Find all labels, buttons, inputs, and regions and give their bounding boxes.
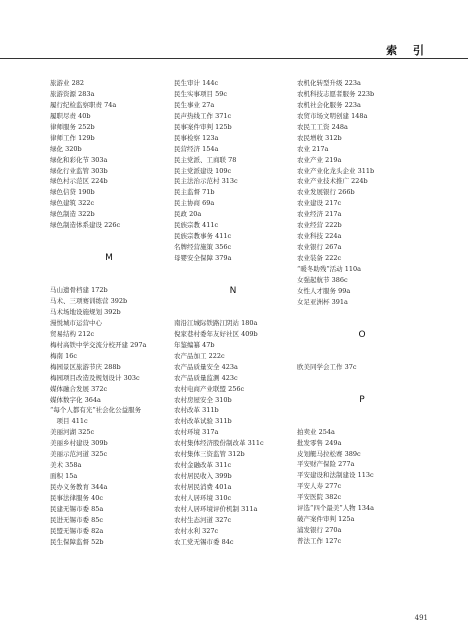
index-entry: 梅园项目改造及规划设计 303c	[50, 373, 140, 382]
index-entry: “暖冬助残”活动 110a	[297, 264, 361, 273]
index-entry: 美术 358a	[50, 461, 82, 470]
index-entry: 绿化和彩化节 303a	[50, 155, 108, 164]
index-entry: 农民增收 312b	[297, 133, 342, 142]
index-entry: 农村改革试验 311b	[174, 417, 232, 426]
index-entry: 农业银行 267a	[297, 243, 342, 252]
index-entry: 农村房屋安全 310b	[174, 395, 232, 404]
index-entry: 民主党派建设 109c	[174, 166, 232, 175]
index-entry: 马术场地设施规划 392b	[50, 308, 121, 316]
index-entry: 民主党派、工商联 78	[174, 155, 237, 164]
index-entry: 民政 20a	[174, 210, 202, 219]
index-entry: 民建无锡市委 85a	[50, 504, 104, 513]
index-entry: 农村集体经济股份制改革 311c	[174, 439, 264, 448]
index-entry: 绿化 320b	[50, 144, 82, 153]
index-entry: 农村人居环境评价机制 311a	[174, 504, 258, 513]
index-entry: 农业经营 222b	[297, 221, 342, 230]
index-entry: 面积 15a	[50, 472, 78, 481]
index-entry: 农村环境 317a	[174, 428, 219, 437]
spacer	[297, 308, 427, 319]
index-entry: 平安医院 382c	[297, 493, 342, 502]
index-entry: 梅村高铁中学交流分校开建 297a	[50, 340, 147, 349]
section-letter-heading: N	[229, 285, 237, 296]
index-entry: 农民工工资 248a	[297, 122, 348, 131]
index-entry: 民事检察 123a	[174, 133, 219, 142]
index-entry: 浦发银行 270a	[297, 526, 342, 535]
index-entry: 民事法律服务 40c	[50, 493, 103, 502]
spacer	[297, 373, 427, 384]
index-entry: 梅南 16c	[50, 351, 77, 360]
index-entry: 旅游业 282	[50, 79, 84, 87]
index-entry: 美丽示范河道 325c	[50, 450, 108, 459]
index-entry: 农业产业化龙头企业 311b	[297, 166, 375, 175]
index-entry: 漫悦城市运营中心	[50, 318, 102, 327]
index-entry: 农村水利 327c	[174, 526, 219, 535]
index-entry: 农村生态河道 327c	[174, 515, 232, 524]
index-entry: 贸易结构 212c	[50, 329, 95, 338]
index-entry: 农机化转型升级 223a	[297, 79, 361, 87]
index-entry: 农村人居环境 310c	[174, 493, 232, 502]
index-entry: 民办义务教育 344a	[50, 483, 108, 491]
index-entry: 项目 411c	[50, 417, 88, 426]
spacer	[297, 416, 427, 427]
index-entry: 民盟无锡市委 82a	[50, 526, 104, 535]
index-entry: 履行纪检监察职责 74a	[50, 100, 117, 109]
index-entry: 农业产业 219a	[297, 155, 342, 164]
spacer	[174, 307, 292, 318]
index-entry: 民生保障监督 52b	[50, 537, 104, 546]
index-entry: 欧美同学会工作 37c	[297, 362, 357, 371]
index-entry: 普法工作 127c	[297, 537, 342, 545]
index-entry: 绿色信贷 190b	[50, 188, 95, 197]
index-entry: 民生审计 144c	[174, 79, 219, 87]
index-entry: 名牌经营施策 356c	[174, 243, 232, 252]
index-entry: 农村金融改革 311c	[174, 461, 232, 470]
section-letter-heading: O	[358, 329, 366, 340]
index-entry: 农村居民收入 399b	[174, 472, 232, 481]
index-column-3	[297, 78, 427, 547]
index-entry: 母婴安全保障 379a	[174, 254, 232, 262]
index-entry: 绿色建筑 322c	[50, 199, 95, 208]
index-entry: 评选“四个最美”人物 134a	[297, 504, 374, 513]
page-number: 491	[414, 614, 428, 622]
index-entry: 农业装备 222c	[297, 254, 342, 262]
index-entry: 农业产业技术推广 224b	[297, 177, 368, 186]
index-entry: 马山遗骨档建 172b	[50, 286, 108, 295]
index-entry: 美丽河湖 325c	[50, 428, 95, 437]
index-entry: 破产案件审判 125a	[297, 515, 355, 524]
spacer	[50, 274, 168, 285]
index-entry: 女足亚洲杯 391a	[297, 297, 348, 306]
index-entry: 民主法治示范村 313c	[174, 177, 238, 186]
index-entry: 律师服务 252b	[50, 122, 95, 131]
index-entry: 农产品加工 222c	[174, 351, 225, 360]
index-entry: 民进无锡市委 85c	[50, 515, 103, 524]
index-entry: 律师工作 129b	[50, 133, 95, 142]
index-entry: 农机社会化服务 223a	[297, 100, 361, 109]
spacer	[50, 231, 168, 242]
index-entry: 民主协商 69a	[174, 199, 215, 208]
index-entry: 民族宗教 411c	[174, 221, 219, 230]
index-column-2	[174, 78, 292, 548]
index-entry: 农工党无锡市委 84c	[174, 537, 234, 546]
index-entry: 农业科技 224a	[297, 232, 342, 241]
index-entry: 民生实事项目 59c	[174, 89, 227, 98]
index-entry: 民生事业 27a	[174, 100, 215, 109]
index-column-1	[50, 78, 168, 548]
index-entry: 农村居民消费 401a	[174, 483, 232, 491]
index-entry: 女性人才服务 99a	[297, 286, 351, 295]
page-header-title: 索 引	[386, 44, 430, 57]
index-entry: 农村集体三资监管 312b	[174, 450, 245, 459]
spacer	[297, 351, 427, 362]
index-entry: 平安人寿 277c	[297, 482, 342, 491]
index-entry: 美丽乡村建设 309b	[50, 439, 108, 448]
index-entry: 平安财产保险 277a	[297, 460, 355, 469]
index-entry: 马术、三项赛训练营 392b	[50, 297, 128, 306]
index-entry: 绿化行业监管 303b	[50, 166, 108, 175]
index-entry: 倪家巷村委年友好社区 409b	[174, 329, 258, 338]
index-entry: 绿色制造体系建设 226c	[50, 221, 121, 230]
index-entry: “每个人都有光”社会化公益服务	[50, 406, 142, 415]
index-entry: 民族宗教事务 411c	[174, 232, 232, 241]
index-entry: 南沿江城际铁路江阴站 180a	[174, 318, 258, 327]
index-entry: 绿色制造 322b	[50, 210, 95, 219]
index-entry: 年鉴编纂 47b	[174, 340, 215, 349]
index-entry: 农村电商产业联盟 256c	[174, 384, 245, 393]
index-entry: 农业经济 217a	[297, 210, 342, 219]
index-entry: 农贸市场文明创建 148a	[297, 111, 368, 120]
index-entry: 民声热线工作 371c	[174, 111, 232, 120]
index-entry: 民事案件审判 125b	[174, 122, 232, 131]
index-entry: 批发零售 249a	[297, 438, 342, 447]
index-entry: 女强起航节 386c	[297, 275, 348, 284]
index-entry: 媒体融合发展 372c	[50, 384, 108, 393]
index-entry: 农业 217a	[297, 144, 329, 153]
index-entry: 农村改革 311b	[174, 406, 219, 415]
index-entry: 旅游资源 283a	[50, 89, 95, 98]
section-letter-heading: P	[359, 394, 365, 405]
index-entry: 民营经济 154a	[174, 144, 219, 153]
index-entry: 平安建设和法制建设 113c	[297, 471, 374, 480]
index-entry: 拍卖业 254a	[297, 427, 335, 436]
index-entry: 履职尽责 40b	[50, 111, 91, 120]
index-entry: 皮划艇马拉松赛 389c	[297, 449, 361, 458]
index-entry: 农产品质量监测 423c	[174, 373, 238, 382]
index-entry: 农业建设 217c	[297, 199, 342, 208]
index-entry: 农业发展银行 266b	[297, 188, 355, 197]
index-entry: 梅园景区旅游节庆 288b	[50, 362, 121, 371]
index-entry: 媒体数字化 364a	[50, 395, 101, 404]
index-entry: 农产品质量安全 423a	[174, 362, 238, 371]
index-entry: 绿色村示范区 224b	[50, 177, 108, 186]
index-entry: 农机科技志愿者服务 223b	[297, 89, 375, 98]
section-letter-heading: M	[105, 253, 113, 264]
spacer	[174, 264, 292, 275]
index-entry: 民主监督 71b	[174, 188, 215, 197]
